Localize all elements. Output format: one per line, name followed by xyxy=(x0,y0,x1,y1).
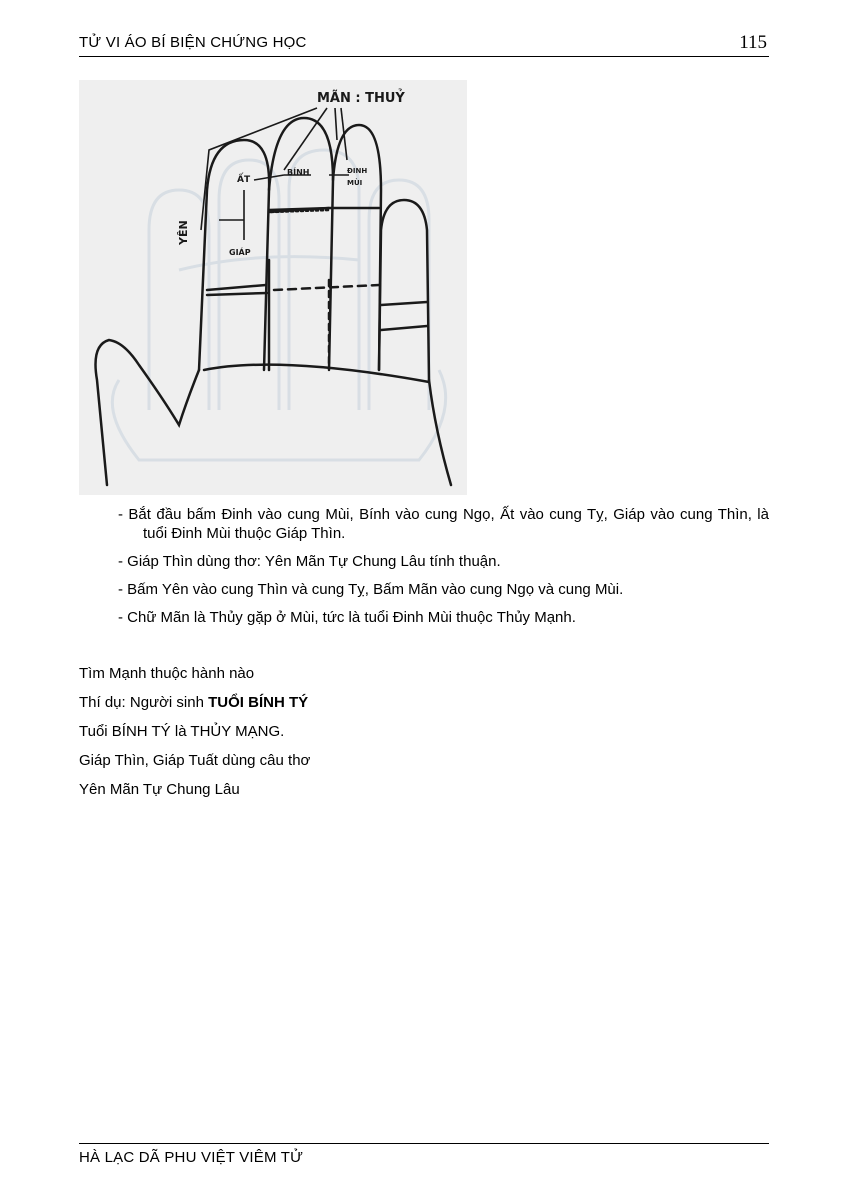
body-line-example xyxy=(79,694,310,723)
example-prefix: Thí dụ: Người sinh xyxy=(79,694,209,711)
body-line: Tìm Mạnh thuộc hành nào xyxy=(79,665,255,682)
bullet-item: - Bắt đầu bấm Đinh vào cung Mùi, Bính vào cung Ngọ, Ất vào cung Tỵ, Giáp vào cung Thìn, là tuổi Đinh Mùi thuộc Giáp Thìn. xyxy=(118,506,769,542)
label-dinh: ĐINH xyxy=(347,167,368,175)
body-line: Tuổi BÍNH TÝ là THỦY MẠNG. xyxy=(79,723,285,740)
body-line: Yên Mãn Tự Chung Lâu xyxy=(79,781,240,798)
page-footer xyxy=(79,1143,769,1166)
bullet-item: - Bấm Yên vào cung Thìn và cung Tỵ, Bấm Mãn vào cung Ngọ và cung Mùi. xyxy=(118,581,624,598)
hand-diagram xyxy=(79,80,467,495)
header-title: TỬ VI ÁO BÍ BIỆN CHỨNG HỌC xyxy=(79,34,307,51)
label-top: MÃN : THUỶ xyxy=(317,91,405,106)
bullet-list xyxy=(118,505,769,636)
label-giap: GIÁP xyxy=(229,248,251,257)
label-binh: BÍNH xyxy=(287,168,310,177)
footer-text: HÀ LẠC DÃ PHU VIỆT VIÊM TỬ xyxy=(79,1149,304,1166)
hand-diagram-svg xyxy=(79,80,467,495)
body-text xyxy=(79,665,310,810)
page-number: 115 xyxy=(739,32,767,53)
label-left: YÊN xyxy=(177,220,190,245)
page-header xyxy=(79,30,769,57)
bullet-item: - Giáp Thìn dùng thơ: Yên Mãn Tự Chung Lâu tính thuận. xyxy=(118,553,501,570)
label-at: ẤT xyxy=(237,175,251,185)
label-mui: MÙI xyxy=(347,179,363,187)
bullet-item: - Chữ Mãn là Thủy gặp ở Mùi, tức là tuổi Đinh Mùi thuộc Thủy Mạnh. xyxy=(118,609,576,626)
body-line: Giáp Thìn, Giáp Tuất dùng câu thơ xyxy=(79,752,311,769)
example-bold: TUỔI BÍNH TÝ xyxy=(208,694,309,711)
